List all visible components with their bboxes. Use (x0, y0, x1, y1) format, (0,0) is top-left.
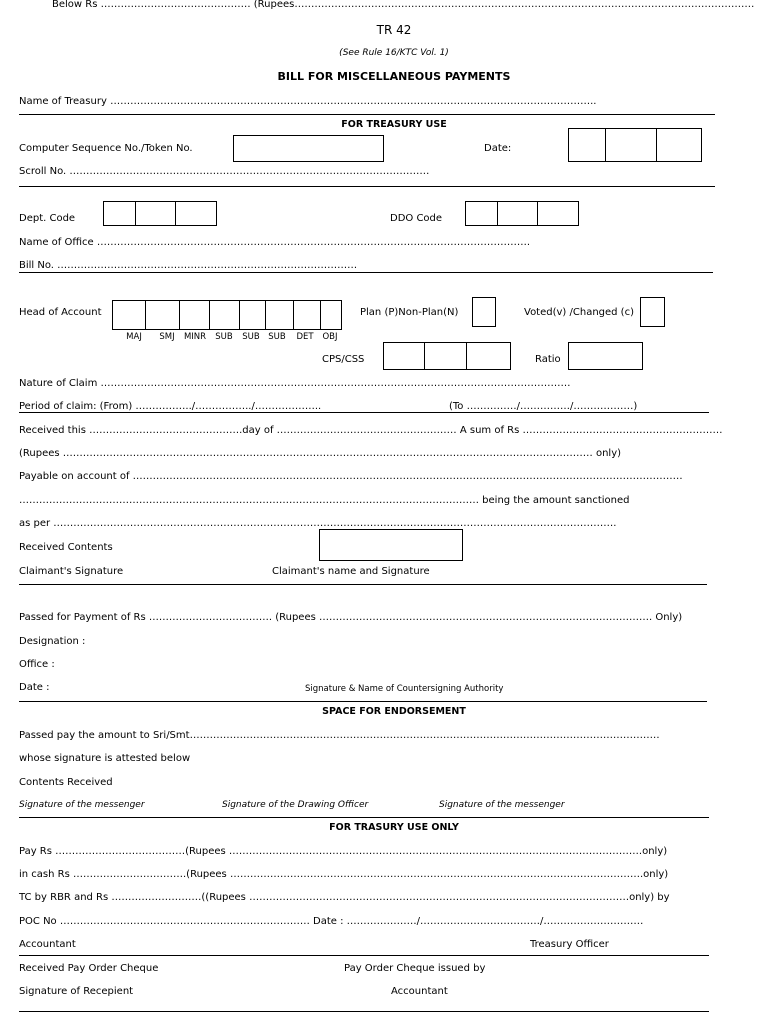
pay-rs: Pay Rs …………………………………(Rupees …………………………………………………………………………………………………………….only) (19, 846, 668, 857)
divider (19, 701, 707, 702)
divider (19, 114, 715, 115)
sub-label: DET (296, 332, 314, 342)
cash-rs: in cash Rs …………………………….(Rupees …………………………………………………………………………………………………………….only) (19, 869, 669, 880)
ratio-label: Ratio (535, 354, 561, 365)
divider (19, 955, 709, 956)
signature-attested: whose signature is attested below (19, 753, 191, 764)
period-from: Period of claim: (From) ……………../……………../……………….. (19, 401, 322, 412)
sub-label: SUB (268, 332, 286, 342)
endorsement-heading: SPACE FOR ENDORSEMENT (322, 706, 466, 717)
passed-pay-amount: Passed pay the amount to Sri/Smt…………………………………………………………………………………………………………………………… (19, 730, 660, 741)
sub-label: OBJ (322, 332, 338, 342)
claimant-signature: Claimant's Signature (19, 566, 124, 577)
voted-label: Voted(v) /Changed (c) (524, 307, 634, 318)
dept-code-label: Dept. Code (19, 213, 76, 224)
divider (19, 1011, 709, 1012)
cps-css-field[interactable] (383, 342, 511, 370)
bill-no: Bill No. ……………………………………………………………………………… (19, 260, 358, 271)
poc-no: POC No ………………………………………………………………… Date : …………………/………………………………/………………………… (19, 916, 644, 927)
office: Office : (19, 659, 55, 670)
treasury-only-heading: FOR TRASURY USE ONLY (329, 822, 459, 833)
ratio-field[interactable] (568, 342, 643, 370)
divider (19, 412, 709, 413)
sub-label: MINR (183, 332, 207, 342)
nature-of-claim: Nature of Claim …………………………………………………………………………………………………………………………… (19, 378, 571, 389)
sub-label: SUB (242, 332, 260, 342)
divider (19, 584, 707, 585)
pay-order-cheque-issued: Pay Order Cheque issued by (344, 963, 486, 974)
contents-field[interactable] (319, 529, 463, 561)
passed-for-payment: Passed for Payment of Rs ………………………………. (Rupees ………………………………………………………………………………………. Only) (19, 612, 683, 623)
divider (19, 272, 713, 273)
treasury-use-heading: FOR TREASURY USE (341, 119, 447, 130)
treasury-officer: Treasury Officer (530, 939, 609, 950)
voted-field[interactable] (640, 297, 665, 327)
rupees-line: (Rupees …………………………………………………………………………………………………………………………………………… only) (19, 448, 622, 459)
office-name: Name of Office …………………………………………………………………………………………………………………. (19, 237, 531, 248)
signature-messenger: Signature of the messenger (19, 800, 145, 810)
dept-code-field[interactable] (103, 201, 217, 226)
plan-field[interactable] (472, 297, 496, 327)
treasury-name: Name of Treasury ……………………………………………………………………………………………………………………………….. (19, 96, 597, 107)
tc-by-rbr: TC by RBR and Rs ………………………((Rupees ……………………………………………………………………………………………………only) by (19, 892, 670, 903)
date: Date : (19, 682, 50, 693)
sequence-token-field[interactable] (233, 135, 384, 162)
claimant-name-signature: Claimant's name and Signature (272, 566, 430, 577)
ddo-code-field[interactable] (465, 201, 579, 226)
date-label: Date: (484, 143, 512, 154)
date-field[interactable] (568, 128, 702, 162)
payable-on-account: Payable on account of ………………………………………………………………………………………………………………………………………………… (19, 471, 683, 482)
countersigning-authority: Signature & Name of Countersigning Authority (305, 684, 504, 694)
form-number: TR 42 (376, 23, 412, 37)
sequence-token-label: Computer Sequence No./Token No. (19, 143, 193, 154)
form-title: BILL FOR MISCELLANEOUS PAYMENTS (277, 70, 511, 83)
signature-recipient: Signature of Recepient (19, 986, 134, 997)
sub-label: SMJ (159, 332, 175, 342)
divider (19, 186, 715, 187)
accountant: Accountant (391, 986, 448, 997)
scroll-no: Scroll No. ……………………………………………………………………………………………… (19, 166, 430, 177)
head-of-account-label: Head of Account (19, 307, 102, 318)
head-of-account-field[interactable] (112, 300, 342, 330)
designation: Designation : (19, 636, 86, 647)
ddo-code-label: DDO Code (390, 213, 443, 224)
accountant: Accountant (19, 939, 76, 950)
received-contents: Received Contents (19, 542, 113, 553)
period-to: (To ……………/……………/………………) (449, 401, 638, 412)
signature-drawing-officer: Signature of the Drawing Officer (222, 800, 369, 810)
received-this: Received this ……………………………………….day of ……………………………………………… A sum of Rs …………………………………………………… (19, 425, 723, 436)
rule-reference: (See Rule 16/KTC Vol. 1) (339, 48, 449, 58)
plan-label: Plan (P)Non-Plan(N) (360, 307, 459, 318)
below-rs-line: Below Rs ……………………………………… (Rupees………………………………………………………………………………………………………………………… (52, 0, 755, 10)
being-amount-sanctioned: ………………………………………………………………………………………………………………………… being the amount sanctioned (19, 495, 630, 506)
as-per-line: as per ……………………………………………………………………………………………………………………………………………………. (19, 518, 617, 529)
signature-messenger: Signature of the messenger (439, 800, 565, 810)
cps-css-label: CPS/CSS (322, 354, 365, 365)
sub-label: SUB (215, 332, 233, 342)
sub-label: MAJ (126, 332, 142, 342)
contents-received: Contents Received (19, 777, 113, 788)
received-pay-order-cheque: Received Pay Order Cheque (19, 963, 159, 974)
divider (19, 817, 709, 818)
